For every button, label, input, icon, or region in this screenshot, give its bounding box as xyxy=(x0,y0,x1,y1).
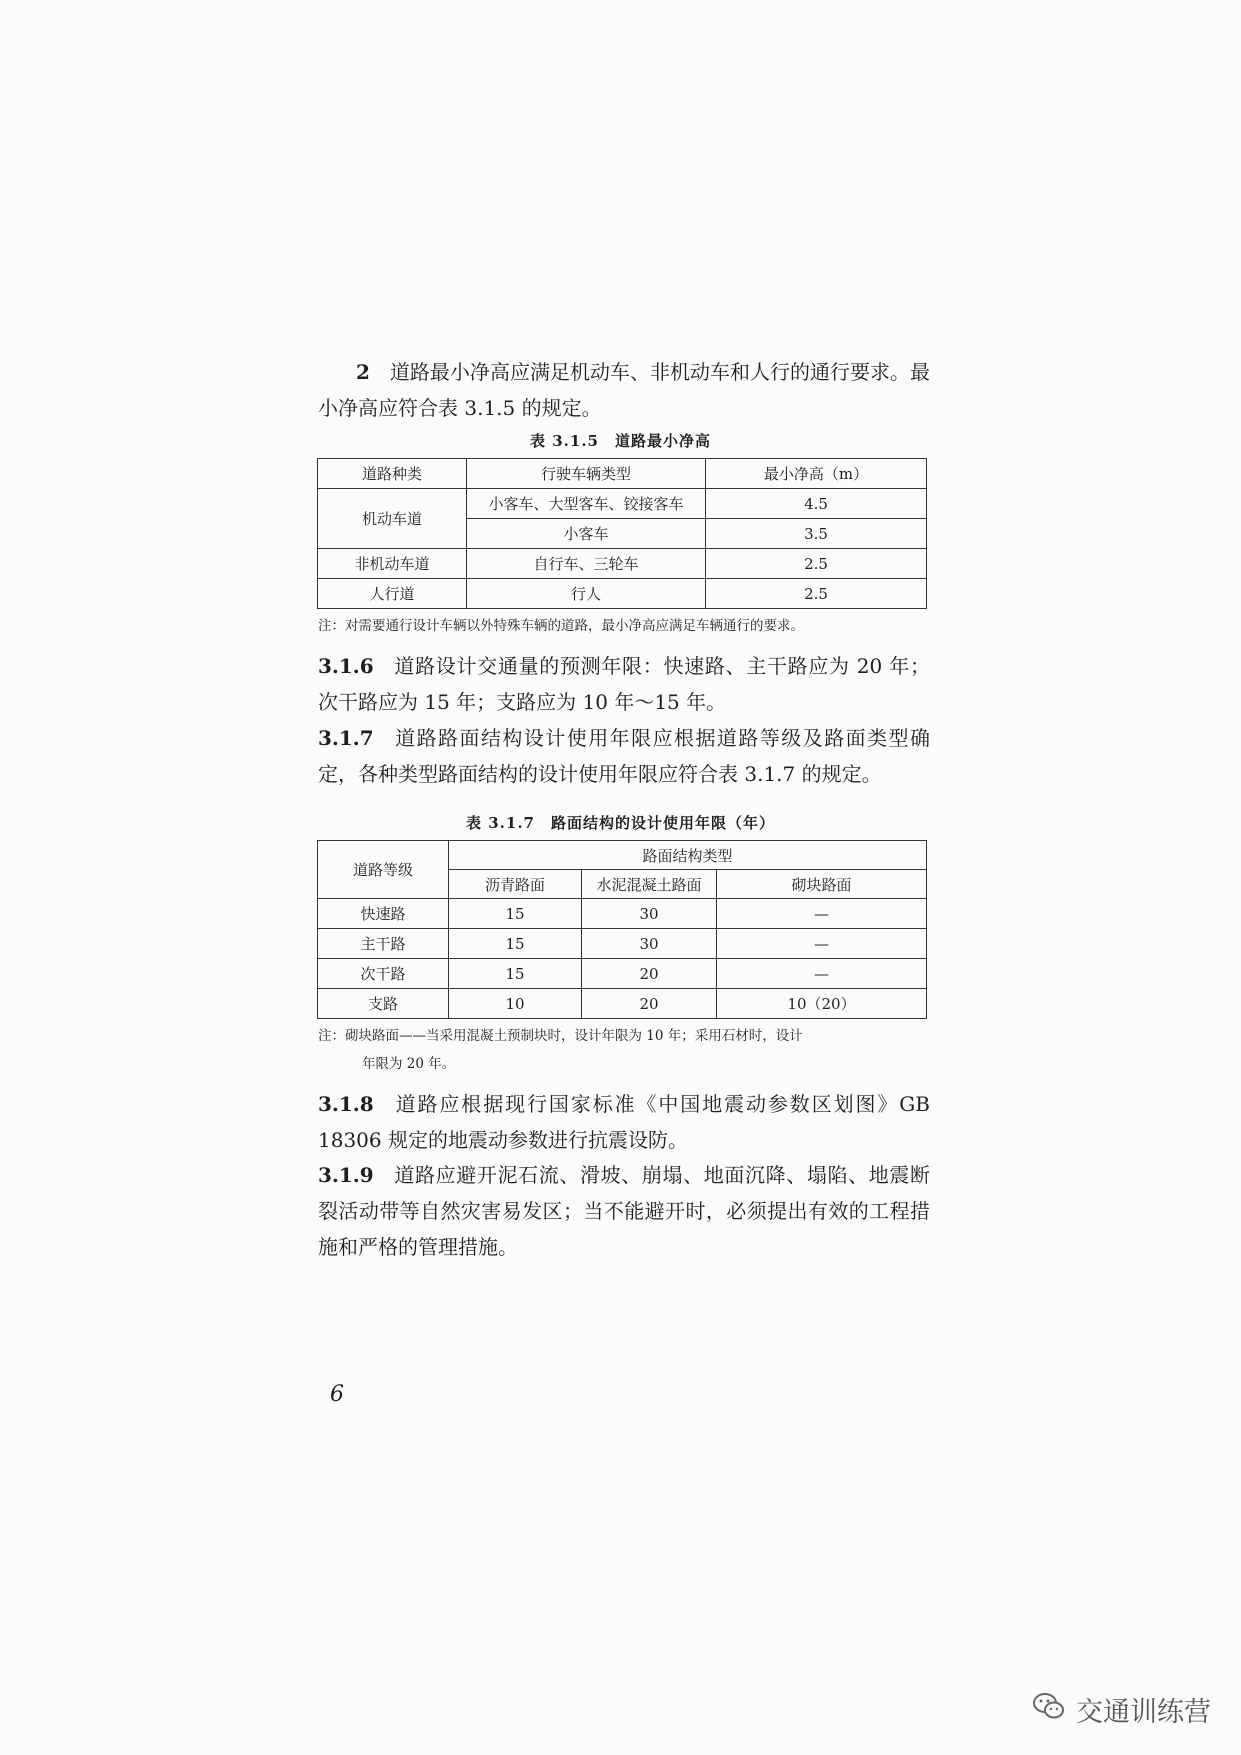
header-pavement-type: 路面结构类型 xyxy=(449,841,927,870)
cell-grade: 次干路 xyxy=(318,959,449,989)
cell-asphalt: 15 xyxy=(449,929,582,959)
section-number: 3.1.8 xyxy=(318,1092,374,1116)
section-text: 道路路面结构设计使用年限应根据道路等级及路面类型确定，各种类型路面结构的设计使用年限应符合表 3.1.7 的规定。 xyxy=(318,726,930,786)
cell-concrete: 30 xyxy=(582,899,717,929)
section-text: 道路应避开泥石流、滑坡、崩塌、地面沉降、塌陷、地震断裂活动带等自然灾害易发区；当不能避开时，必须提出有效的工程措施和严格的管理措施。 xyxy=(318,1163,930,1259)
section-number: 3.1.9 xyxy=(318,1163,374,1187)
note-line: 注：砌块路面——当采用混凝土预制块时，设计年限为 10 年；采用石材时，设计 xyxy=(318,1028,803,1044)
section-3-1-8 xyxy=(318,1086,930,1158)
table-3-1-7 xyxy=(317,840,927,1019)
section-number: 3.1.7 xyxy=(318,726,374,750)
header-min-clearance: 最小净高（m） xyxy=(706,459,927,489)
watermark xyxy=(1032,1690,1211,1729)
watermark-text: 交通训练营 xyxy=(1076,1697,1211,1728)
table-3-1-7-caption: 表 3.1.7 路面结构的设计使用年限（年） xyxy=(466,814,775,832)
cell-road-type: 非机动车道 xyxy=(318,549,467,579)
cell-road-type: 机动车道 xyxy=(318,489,467,549)
cell-block: 10（20） xyxy=(717,989,927,1019)
cell-grade: 快速路 xyxy=(318,899,449,929)
cell-concrete: 30 xyxy=(582,929,717,959)
cell-asphalt: 15 xyxy=(449,899,582,929)
note-line: 年限为 20 年。 xyxy=(362,1056,456,1072)
item-number: 2 xyxy=(356,360,370,384)
cell-block: — xyxy=(717,959,927,989)
cell-height: 2.5 xyxy=(706,579,927,609)
header-road-type: 道路种类 xyxy=(318,459,467,489)
section-3-1-6 xyxy=(318,648,930,720)
cell-block: — xyxy=(717,929,927,959)
page-number: 6 xyxy=(330,1382,344,1407)
cell-concrete: 20 xyxy=(582,959,717,989)
table-3-1-5-note: 注：对需要通行设计车辆以外特殊车辆的道路，最小净高应满足车辆通行的要求。 xyxy=(318,618,804,634)
section-text: 道路应根据现行国家标准《中国地震动参数区划图》GB 18306 规定的地震动参数进行抗震设防。 xyxy=(318,1092,930,1152)
table-3-1-7-note xyxy=(318,1022,930,1078)
section-3-1-9 xyxy=(318,1157,930,1265)
section-text: 道路设计交通量的预测年限：快速路、主干路应为 20 年；次干路应为 15 年；支路应为 10 年～15 年。 xyxy=(318,654,930,714)
cell-height: 2.5 xyxy=(706,549,927,579)
cell-concrete: 20 xyxy=(582,989,717,1019)
cell-grade: 支路 xyxy=(318,989,449,1019)
section-number: 3.1.6 xyxy=(318,654,374,678)
header-asphalt: 沥青路面 xyxy=(449,870,582,899)
cell-height: 3.5 xyxy=(706,519,927,549)
cell-vehicle: 小客车、大型客车、铰接客车 xyxy=(467,489,706,519)
cell-road-type: 人行道 xyxy=(318,579,467,609)
cell-block: — xyxy=(717,899,927,929)
table-3-1-5 xyxy=(317,458,927,609)
cell-vehicle: 行人 xyxy=(467,579,706,609)
paragraph-2 xyxy=(318,354,930,426)
wechat-icon xyxy=(1032,1690,1066,1729)
section-3-1-7 xyxy=(318,720,930,792)
table-3-1-5-caption: 表 3.1.5 道路最小净高 xyxy=(530,432,711,450)
cell-grade: 主干路 xyxy=(318,929,449,959)
header-road-grade: 道路等级 xyxy=(318,841,449,899)
cell-asphalt: 10 xyxy=(449,989,582,1019)
header-block: 砌块路面 xyxy=(717,870,927,899)
cell-asphalt: 15 xyxy=(449,959,582,989)
paragraph-text: 道路最小净高应满足机动车、非机动车和人行的通行要求。最小净高应符合表 3.1.5 的规定。 xyxy=(318,360,930,420)
header-concrete: 水泥混凝土路面 xyxy=(582,870,717,899)
cell-vehicle: 自行车、三轮车 xyxy=(467,549,706,579)
cell-vehicle: 小客车 xyxy=(467,519,706,549)
header-vehicle-type: 行驶车辆类型 xyxy=(467,459,706,489)
cell-height: 4.5 xyxy=(706,489,927,519)
